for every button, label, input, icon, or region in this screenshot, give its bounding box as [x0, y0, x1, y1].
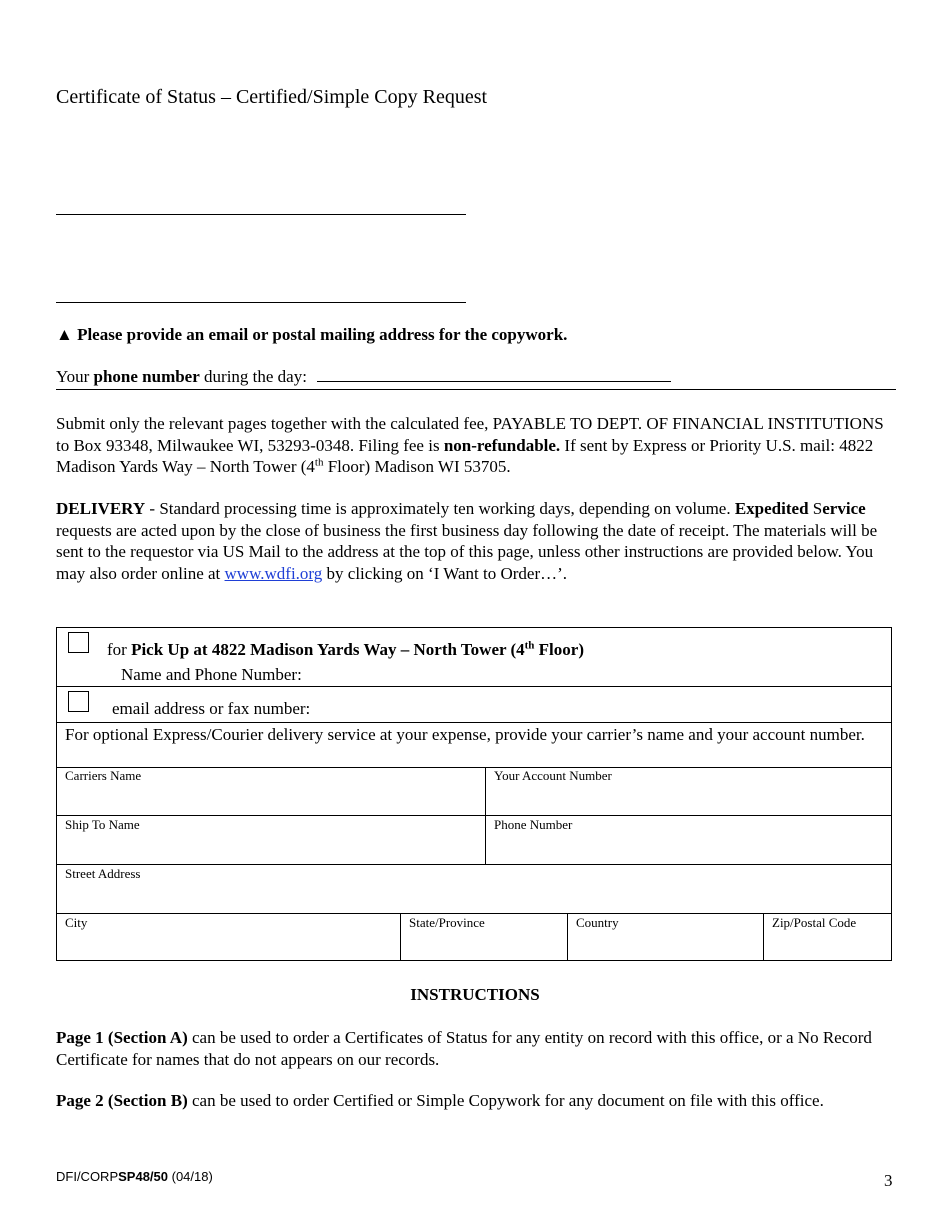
- row-divider: [57, 767, 891, 768]
- row-divider: [57, 864, 891, 865]
- instructions-page2: [56, 1090, 898, 1112]
- zip-field[interactable]: Zip/Postal Code: [772, 915, 857, 930]
- pickup-sup: th: [524, 639, 535, 652]
- row-divider: [57, 722, 891, 723]
- page2-label: Page 2 (Section B): [56, 1091, 188, 1110]
- delivery-text-2: requests are acted upon by the close of business the first business day following the date of receipt. The materials will be sent to the requestor via US Mail to the address at the top of this page, unless other instructions are provided below. You may also order online at: [56, 520, 878, 583]
- non-refundable-label: non-refundable.: [443, 435, 561, 455]
- submit-text-1: Submit only the relevant pages together with the calculated fee, PAYABLE TO DEPT. OF FINANCIAL INSTITUTIONS to Box 93348, Milwaukee WI, 53293-0348. Filing fee is: [56, 414, 884, 455]
- row-divider: [57, 686, 891, 687]
- expedited-label: Expedited: [734, 499, 809, 518]
- phone-suffix: during the day:: [199, 367, 307, 386]
- pickup-for-text: for: [107, 640, 132, 659]
- form-code: [56, 1169, 213, 1184]
- pickup-checkbox[interactable]: [68, 632, 89, 653]
- email-checkbox[interactable]: [68, 691, 89, 712]
- city-field[interactable]: City: [65, 915, 88, 930]
- instructions-heading: INSTRUCTIONS: [410, 985, 540, 1004]
- document-title: Certificate of Status – Certified/Simple Copy Request: [56, 86, 488, 108]
- column-divider: [567, 913, 568, 961]
- courier-instructions: For optional Express/Courier delivery service at your expense, provide your carrier’s name and your account number.: [65, 725, 865, 744]
- service-label: ervice: [822, 499, 866, 518]
- row-divider: [57, 913, 891, 914]
- delivery-text-3: by clicking on ‘I Want to Order…’.: [322, 563, 568, 583]
- ship-to-name-field[interactable]: Ship To Name: [65, 817, 140, 832]
- submit-text-3: Floor) Madison WI 53705.: [323, 457, 511, 476]
- delivery-text-2a: S: [808, 499, 823, 518]
- name-blank-line[interactable]: [56, 214, 466, 215]
- page1-text: can be used to order a Certificates of Status for any entity on record with this office, or a No Record Certificate for names that do not appears on our records.: [56, 1028, 872, 1069]
- form-code-number: SP48/50: [118, 1169, 168, 1184]
- submit-sup: th: [314, 456, 324, 469]
- instructions-page1: [56, 1027, 898, 1070]
- account-number-field[interactable]: Your Account Number: [494, 768, 612, 783]
- section-divider: [56, 389, 896, 390]
- row-divider: [57, 815, 891, 816]
- street-address-field[interactable]: Street Address: [65, 866, 141, 881]
- address-blank-line[interactable]: [56, 302, 466, 303]
- state-field[interactable]: State/Province: [409, 915, 485, 930]
- name-phone-label: Name and Phone Number:: [121, 665, 302, 684]
- carriers-name-field[interactable]: Carriers Name: [65, 768, 142, 783]
- phone-bold: phone number: [93, 367, 200, 386]
- page2-text: can be used to order Certified or Simple Copywork for any document on file with this office.: [187, 1091, 824, 1110]
- submit-paragraph: [56, 413, 898, 478]
- page-number: 3: [884, 1171, 893, 1190]
- delivery-heading: DELIVERY: [56, 499, 146, 518]
- phone-row: [56, 367, 671, 387]
- column-divider: [763, 913, 764, 961]
- address-notice: ▲ Please provide an email or postal mailing address for the copywork.: [56, 325, 568, 344]
- form-code-prefix: DFI/CORP: [56, 1169, 119, 1184]
- pickup-floor: Floor): [534, 640, 584, 659]
- pickup-line: [107, 640, 584, 660]
- column-divider: [400, 913, 401, 961]
- wdfi-link[interactable]: www.wdfi.org: [224, 563, 323, 583]
- delivery-paragraph: [56, 498, 898, 584]
- phone-number-cell[interactable]: Phone Number: [494, 817, 573, 832]
- column-divider: [485, 767, 486, 865]
- form-code-date: (04/18): [168, 1169, 213, 1184]
- delivery-text-1: - Standard processing time is approximately ten working days, depending on volume.: [145, 499, 735, 518]
- phone-number-field[interactable]: [317, 367, 671, 382]
- page1-label: Page 1 (Section A): [56, 1028, 188, 1047]
- email-fax-label: email address or fax number:: [112, 699, 311, 718]
- country-field[interactable]: Country: [576, 915, 619, 930]
- delivery-form: [56, 627, 892, 961]
- submit-text-2: If sent by Express or Priority U.S. mail: 4822 Madison Yards Way – North Tower (4: [56, 435, 874, 476]
- pickup-address: Pick Up at 4822 Madison Yards Way – North Tower (4: [131, 640, 525, 659]
- phone-prefix: Your: [56, 367, 94, 386]
